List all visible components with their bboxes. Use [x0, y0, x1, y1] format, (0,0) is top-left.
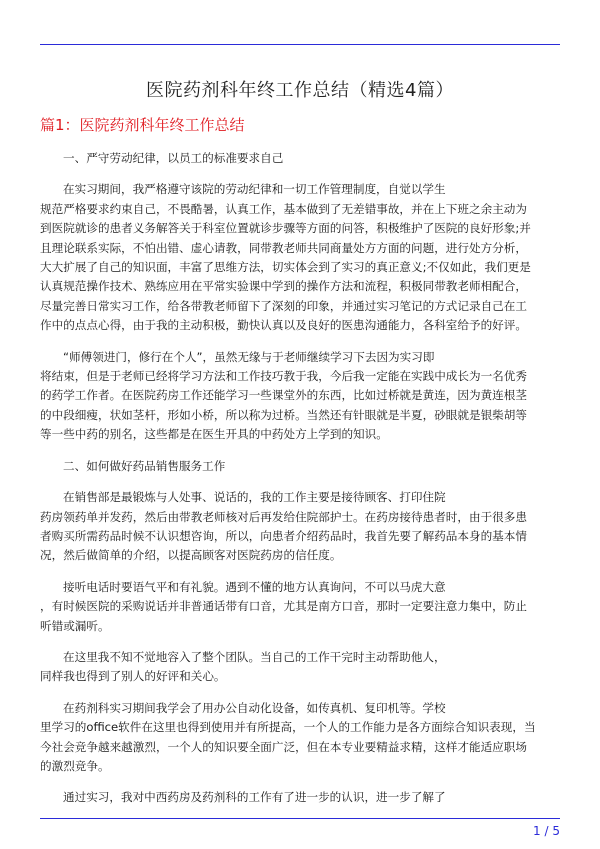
paragraph [40, 788, 560, 807]
paragraph-line: 的药学工作者。在医院药房工作还能学习一些课堂外的东西，比如过桥就是黄连，因为黄连根茎 [40, 388, 527, 403]
paragraph-line: 认真规范操作技术、熟练应用在平常实验课中学到的操作方法和流程，积极同带教老师相配合， [40, 279, 527, 294]
paragraph-line: 将结束，但是于老师已经将学习方法和工作技巧教于我，今后我一定能在实践中成长为一名优秀 [40, 369, 527, 384]
paragraph-line: 今社会竞争越来越激烈，一个人的知识要全面广泛，但在本专业要精益求精，这样才能适应职场 [40, 739, 527, 754]
paragraph [40, 180, 560, 335]
page-number: 1 / 5 [533, 824, 560, 838]
paragraph-line: 里学习的office软件在这里也得到使用并有所提高，一个人的工作能力是各方面综合知识表现，当 [40, 720, 536, 735]
paragraph-line: 在实习期间，我严格遵守该院的劳动纪律和一切工作管理制度，自觉以学生 [63, 182, 446, 197]
paragraph-line: 药房领药单并发药，然后由带教老师核对后再发给住院部护士。在药房接待患者时，由于很多患 [40, 509, 527, 524]
paragraph [40, 348, 560, 445]
paragraph-line: 者购买所需药品时候不认识想咨询，所以，向患者介绍药品时，我首先要了解药品本身的基本情 [40, 528, 527, 543]
paragraph-line: 规范严格要求约束自己，不畏酷暑，认真工作，基本做到了无差错事故，并在上下班之余主动为 [40, 201, 527, 216]
paragraph-line: 且理论联系实际，不怕出错、虚心请教，同带教老师共同商量处方方面的问题，进行处方分析， [40, 240, 527, 255]
paragraph [40, 149, 560, 168]
paragraph-line: ，有时候医院的采购说话并非普通话带有口音，尤其是南方口音，那时一定要注意力集中，防止 [40, 599, 527, 614]
paragraph-line: 接听电话时要语气平和有礼貌。遇到不懂的地方认真询问，不可以马虎大意 [63, 579, 446, 594]
paragraph-line: 况，然后做简单的介绍，以提高顾客对医院药房的信任度。 [40, 548, 342, 563]
paragraph-line: 的中段细瘦，状如茎杆，形如小桥，所以称为过桥。当然还有针眼就是半夏，砂眼就是银柴胡等 [40, 407, 527, 422]
paragraph [40, 578, 560, 636]
paragraph-line: 大大扩展了自己的知识面，丰富了思维方法，切实体会到了实习的真正意义;不仅如此，我们更是 [40, 260, 531, 275]
paragraph-line: 二、如何做好药品销售服务工作 [63, 458, 226, 473]
paragraph-line: 听错或漏听。 [40, 618, 110, 633]
paragraph-line: “师傅领进门，修行在个人”，虽然无缘与于老师继续学习下去因为实习即 [63, 349, 435, 364]
paragraph [40, 488, 560, 566]
document-title: 医院药剂科年终工作总结（精选4篇） [146, 80, 454, 101]
paragraph [40, 457, 560, 476]
paragraph-line: 一、严守劳动纪律，以员工的标准要求自己 [63, 151, 284, 165]
paragraph-line: 同样我也得到了别人的好评和关心。 [40, 669, 226, 684]
paragraph [40, 648, 560, 687]
paragraph-line: 到医院就诊的患者义务解答关于科室位置就诊步骤等方面的问答，积极维护了医院的良好形象;并 [40, 221, 531, 236]
header-rule [40, 44, 560, 45]
paragraph-line: 通过实习，我对中西药房及药剂科的工作有了进一步的认识，进一步了解了 [63, 790, 446, 805]
paragraph-line: 在这里我不知不觉地容入了整个团队。当自己的工作干完时主动帮助他人， [63, 649, 446, 664]
paragraph-line: 作中的点点心得，由于我的主动积极，勤快认真以及良好的医患沟通能力，各科室给予的好评。 [40, 318, 527, 333]
document-body [40, 149, 560, 820]
paragraph-line: 在药剂科实习期间我学会了用办公自动化设备，如传真机、复印机等。学校 [63, 700, 446, 715]
footer-rule [40, 818, 560, 819]
paragraph-line: 尽量完善日常实习工作，给各带教老师留下了深刻的印象，并通过实习笔记的方式记录自己在工 [40, 298, 527, 313]
paragraph-line: 等一些中药的别名，这些都是在医生开具的中药处方上学到的知识。 [40, 427, 388, 442]
paragraph-line: 在销售部是最锻炼与人处事、说话的，我的工作主要是接待顾客、打印住院 [63, 490, 446, 505]
section-heading: 篇1：医院药剂科年终工作总结 [40, 116, 245, 134]
paragraph [40, 699, 560, 777]
paragraph-line: 的激烈竞争。 [40, 758, 110, 773]
